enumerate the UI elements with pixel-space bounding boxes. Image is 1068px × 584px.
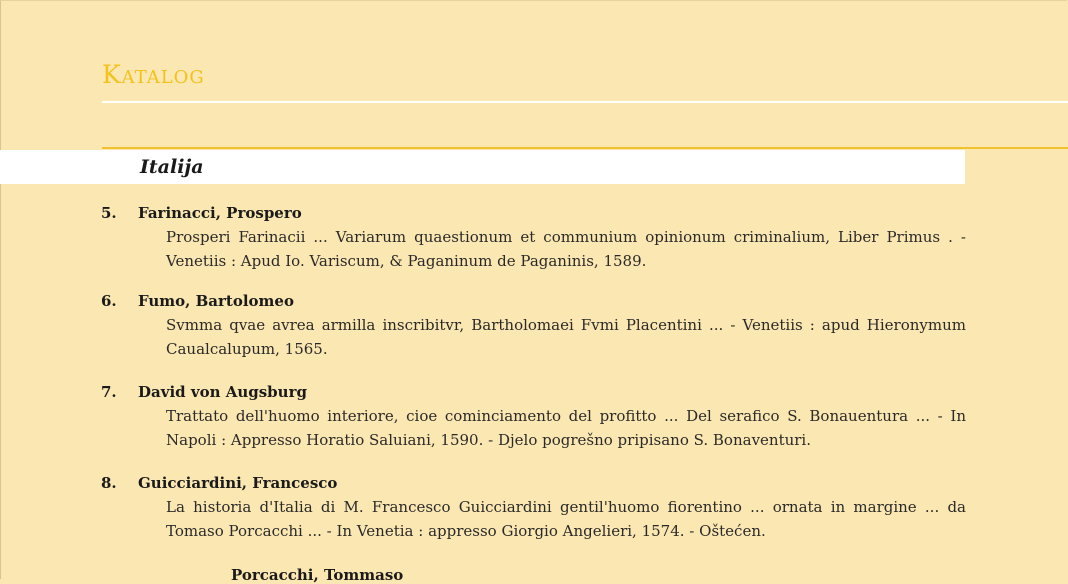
heading-rule-gold [102, 147, 1068, 149]
section-title: Italija [140, 156, 204, 178]
catalog-heading: Katalog [102, 60, 205, 89]
entry-number: 5. [101, 204, 117, 222]
entry-number: 7. [101, 383, 117, 401]
entry-number: 6. [101, 292, 117, 310]
entry-author: Guicciardini, Francesco [138, 474, 338, 492]
entry-description: Trattato dell'huomo interiore, cioe cominciamento del profitto ... Del serafico S. Bonauentura ... - In Napoli : Appresso Horatio Saluiani, 1590. - Djelo pogrešno pripisano S. Bonaventuri. [166, 407, 966, 449]
entry-description: Svmma qvae avrea armilla inscribitvr, Bartholomaei Fvmi Placentini ... - Venetiis : apud Hieronymum Caualcalupum, 1565. [166, 316, 966, 358]
entry-number: 8. [101, 474, 117, 492]
entry-author: David von Augsburg [138, 383, 307, 401]
entry-description: La historia d'Italia di M. Francesco Guicciardini gentil'huomo fiorentino ... ornata in margine ... da Tomaso Porcacchi ... - In Venetia : appresso Giorgio Angelieri, 1574. - Oštećen. [166, 498, 966, 540]
entry-author: Fumo, Bartolomeo [138, 292, 294, 310]
entry-author: Farinacci, Prospero [138, 204, 302, 222]
heading-rule-white [102, 101, 1068, 103]
sub-entry-author: Porcacchi, Tommaso [231, 566, 404, 584]
entry-description: Prosperi Farinacii ... Variarum quaestionum et communium opinionum criminalium, Liber Primus . - Venetiis : Apud Io. Variscum, & Paganinum de Paganinis, 1589. [166, 228, 966, 270]
